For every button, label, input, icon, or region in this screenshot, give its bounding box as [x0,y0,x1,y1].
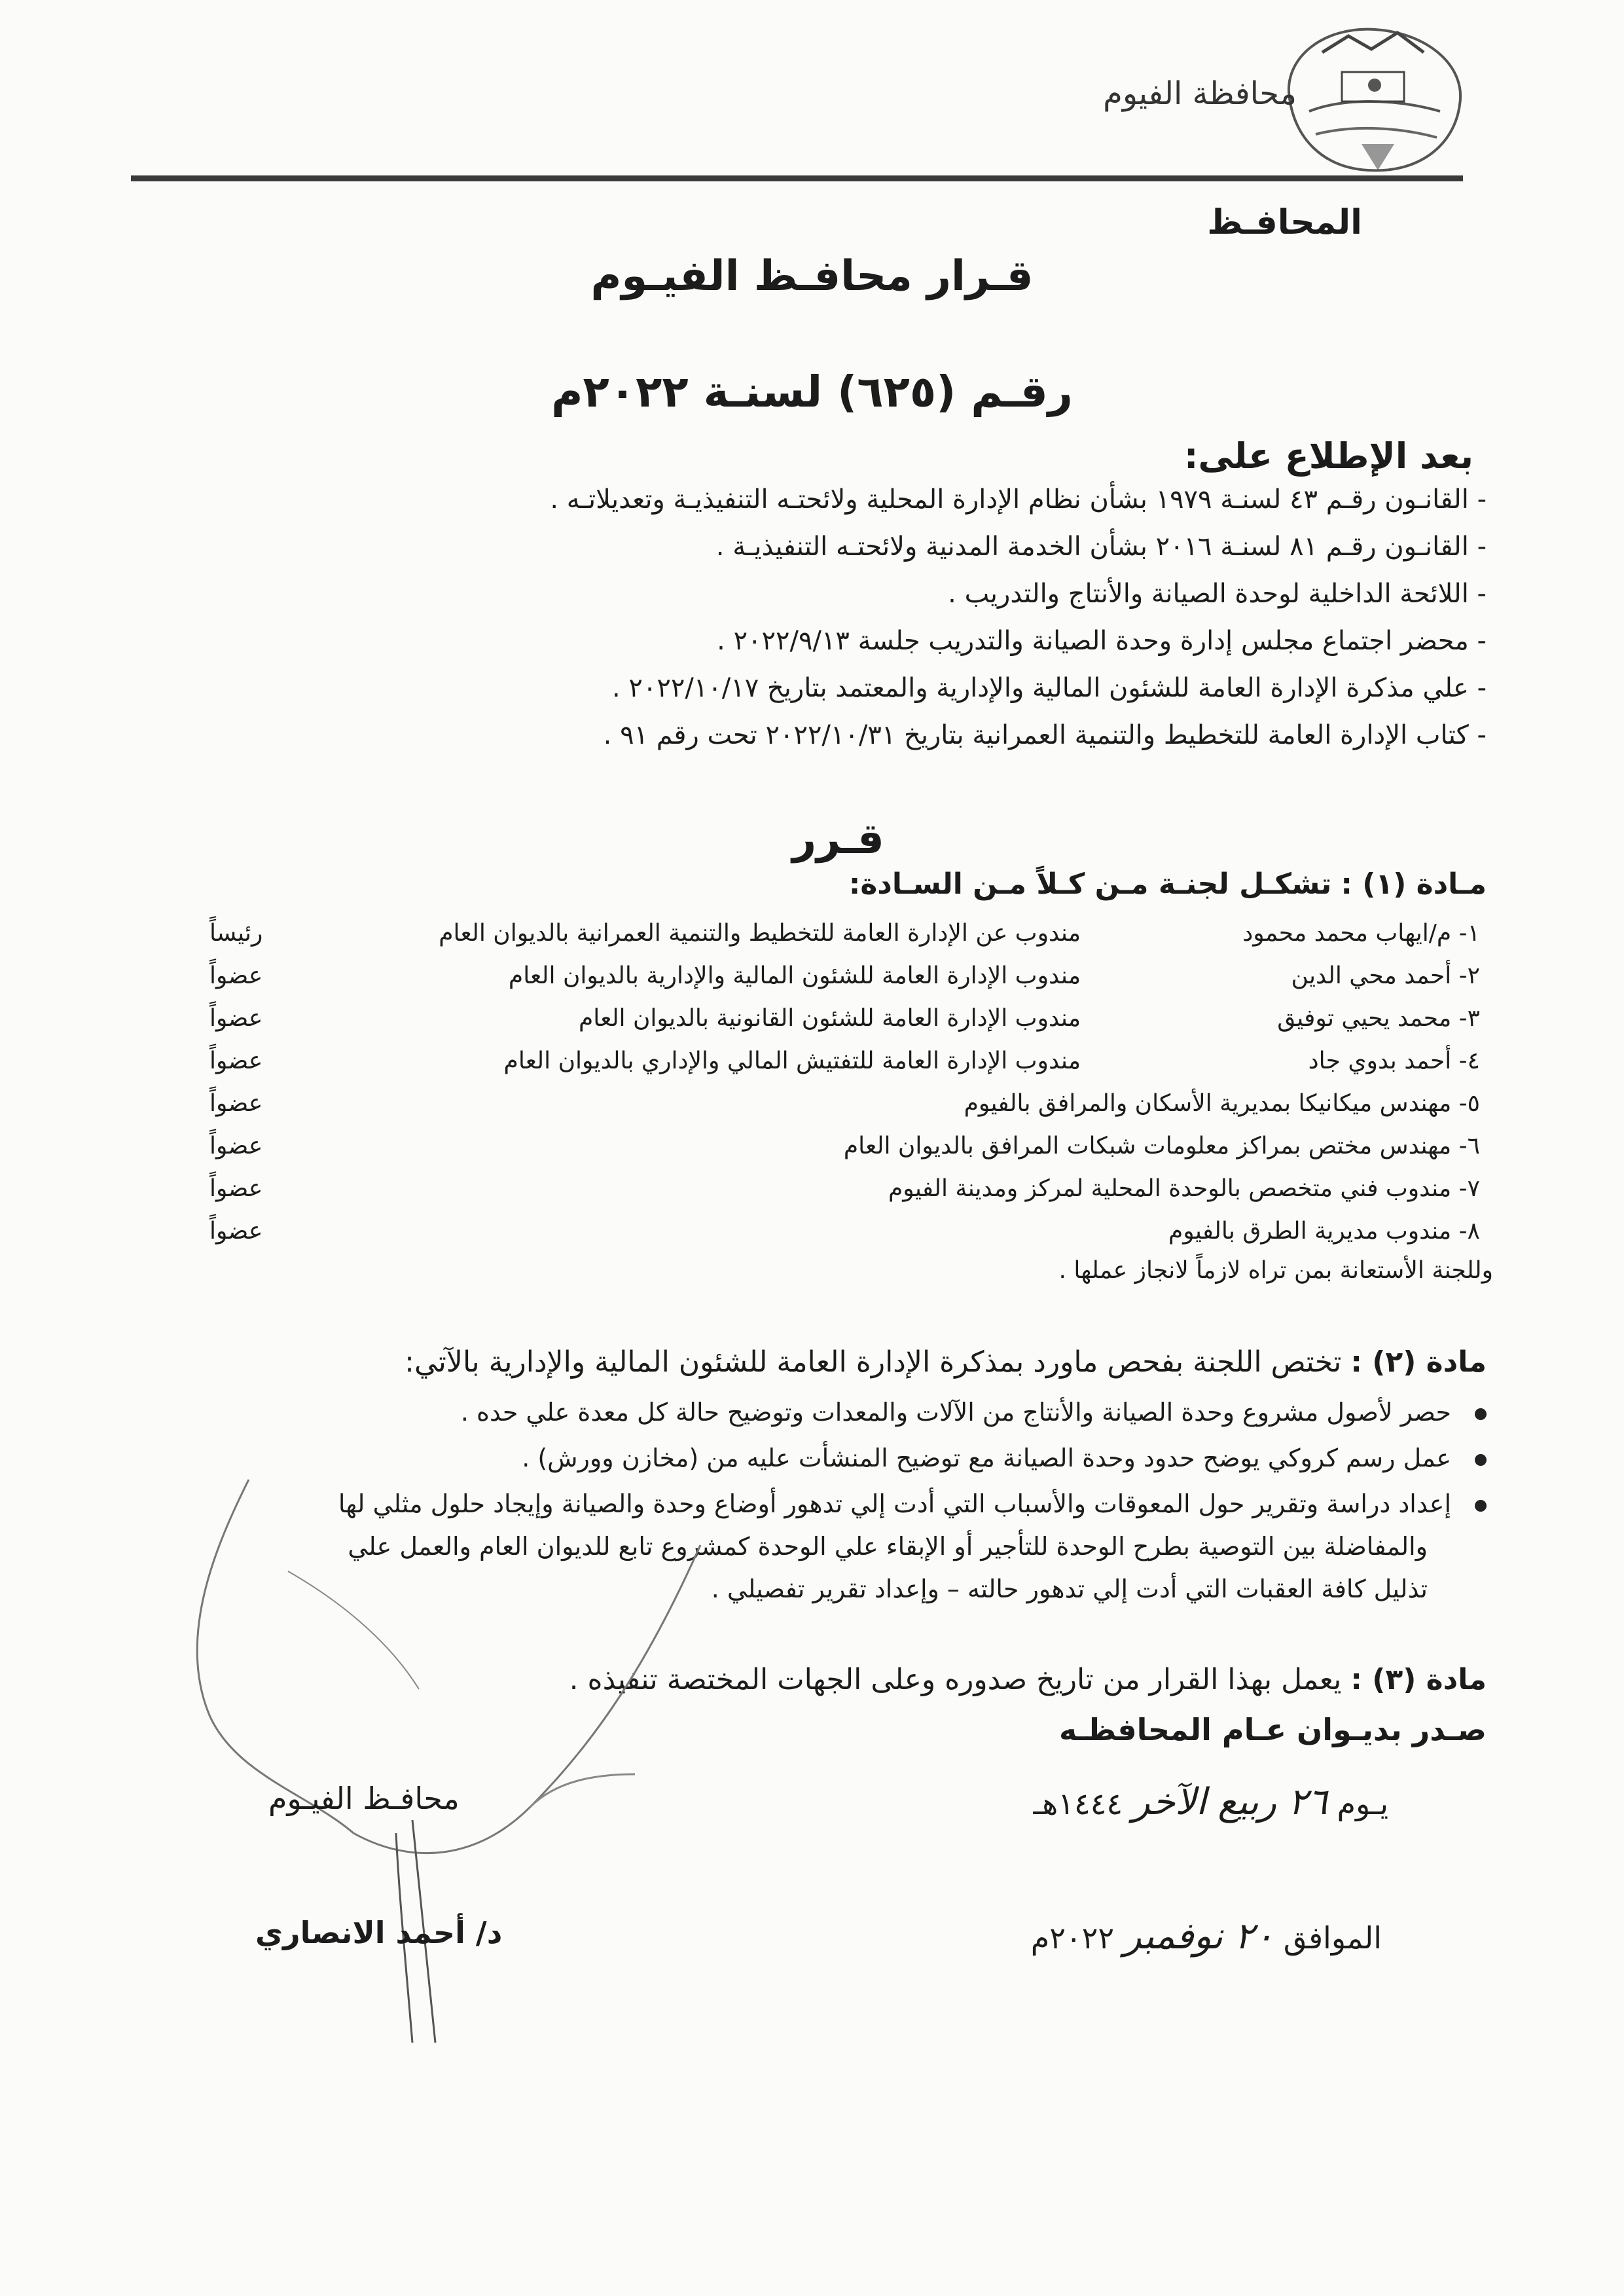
member-role: مندوب عن الإدارة العامة للتخطيط والتنمية العمرانية بالديوان العام [439,920,1081,947]
member-status: عضواً [209,1005,263,1032]
gregorian-year: ٢٠٢٢م [1030,1920,1115,1956]
reference-item: - كتاب الإدارة العامة للتخطيط والتنمية العمرانية بتاريخ ٢٠٢٢/١٠/٣١ تحت رقم ٩١ . [603,720,1487,750]
member-status: عضواً [209,1090,263,1117]
reference-item: - اللائحة الداخلية لوحدة الصيانة والأنتاج والتدريب . [948,579,1487,609]
list-item: عمل رسم كروكي يوضح حدود وحدة الصيانة مع توضيح المنشأت عليه من (مخازن وورش) . [522,1444,1487,1472]
member-name: ٤- أحمد بدوي جاد [1308,1048,1480,1074]
member-name: ٣- محمد يحيي توفيق [1277,1005,1480,1032]
member-name: ١- م/ايهاب محمد محمود [1242,920,1480,947]
gregorian-date [1031,1915,1382,1958]
list-item: حصر لأصول مشروع وحدة الصيانة والأنتاج من الآلات والمعدات وتوضيح حالة كل معدة علي حده . [461,1398,1487,1427]
member-name: ٧- مندوب فني متخصص بالوحدة المحلية لمركز ومدينة الفيوم [888,1175,1480,1202]
article-2-text: تختص اللجنة بفحص ماورد بمذكرة الإدارة العامة للشئون المالية والإدارية بالآتي: [405,1345,1342,1379]
article-1-text: تشكـل لجنـة مـن كـلاً مـن السـادة: [848,867,1332,901]
bullet-icon [1475,1454,1487,1466]
bullet-icon [1475,1500,1487,1512]
date-match-handwritten: ٢٠ نوفمبر [1123,1915,1274,1958]
reference-item: - القانـون رقـم ٨١ لسنـة ٢٠١٦ بشأن الخدمة المدنية ولائحتـه التنفيذيـة . [715,532,1487,562]
date-match-prefix: الموافق [1283,1920,1382,1956]
member-name: ٥- مهندس ميكانيكا بمديرية الأسكان والمرافق بالفيوم [964,1090,1480,1117]
list-item-continuation: والمفاضلة بين التوصية بطرح الوحدة للتأجير أو الإبقاء علي الوحدة كمشروع تابع للديوان العام والعمل علي [348,1532,1428,1561]
issued-line: صـدر بديـوان عـام المحافظـه [1059,1712,1487,1747]
handwritten-signature [137,1467,805,2056]
hijri-date [1034,1781,1388,1823]
committee-note: وللجنة الأستعانة بمن تراه لازماً لانجاز عملها . [1058,1257,1493,1284]
member-status: عضواً [209,1175,263,1202]
reference-item: - محضر اجتماع مجلس إدارة وحدة الصيانة والتدريب جلسة ٢٠٢٢/٩/١٣ . [717,626,1487,656]
member-name: ٦- مهندس مختص بمراكز معلومات شبكات المرافق بالديوان العام [843,1133,1480,1159]
header-divider [131,175,1463,181]
article-3-text: يعمل بهذا القرار من تاريخ صدوره وعلى الجهات المختصة تنفيذه . [569,1663,1342,1696]
date-day-prefix: يـوم [1337,1786,1388,1821]
organization-name: محافظة الفيوم [1103,75,1297,112]
member-role: مندوب الإدارة العامة للتفتيش المالي والإداري بالديوان العام [503,1048,1081,1074]
reference-item: - القانـون رقـم ٤٣ لسنـة ١٩٧٩ بشأن نظام الإدارة المحلية ولائحتـه التنفيذيـة وتعديلاتـه . [550,484,1487,515]
document-title: قـرار محافـظ الفيـوم [590,252,1034,301]
article-2 [405,1345,1487,1379]
decision-heading: قـرر [792,815,884,864]
governor-label: المحافـظ [1207,203,1362,242]
after-review-heading: بعد الإطلاع على: [1183,435,1473,477]
governor-name: د/ أحمد الانصاري [255,1915,503,1950]
list-item: إعداد دراسة وتقرير حول المعوقات والأسباب التي أدت إلي تدهور أوضاع وحدة والصيانة وإيجاد حلول مثلي لها [338,1489,1487,1518]
governor-signature-title: محافـظ الفيـوم [268,1781,460,1816]
article-3-label: مادة (٣) : [1350,1663,1487,1696]
member-role: مندوب الإدارة العامة للشئون القانونية بالديوان العام [578,1005,1081,1032]
date-day-handwritten: ٢٦ ربيع الآخر [1132,1781,1327,1823]
list-item-continuation: تذليل كافة العقبات التي أدت إلي تدهور حالته – وإعداد تقرير تفصيلي . [711,1575,1428,1603]
member-status: عضواً [209,1218,263,1245]
article-1-label: مـادة (١) : [1341,867,1487,901]
member-status: رئيساً [209,920,263,947]
reference-item: - علي مذكرة الإدارة العامة للشئون المالية والإدارية والمعتمد بتاريخ ٢٠٢٢/١٠/١٧ . [611,673,1487,703]
member-status: عضواً [209,1133,263,1159]
member-name: ٨- مندوب مديرية الطرق بالفيوم [1168,1218,1480,1245]
bullet-icon [1475,1408,1487,1420]
hijri-year: ١٤٤٤هـ [1033,1786,1123,1821]
member-role: مندوب الإدارة العامة للشئون المالية والإدارية بالديوان العام [508,962,1081,989]
decision-number: رقـم (٦٢٥) لسنـة ٢٠٢٢م [551,367,1073,417]
member-status: عضواً [209,1048,263,1074]
member-name: ٢- أحمد محي الدين [1291,962,1480,989]
article-1 [849,867,1487,901]
article-2-label: مادة (٢) : [1350,1345,1487,1379]
member-status: عضواً [209,962,263,989]
